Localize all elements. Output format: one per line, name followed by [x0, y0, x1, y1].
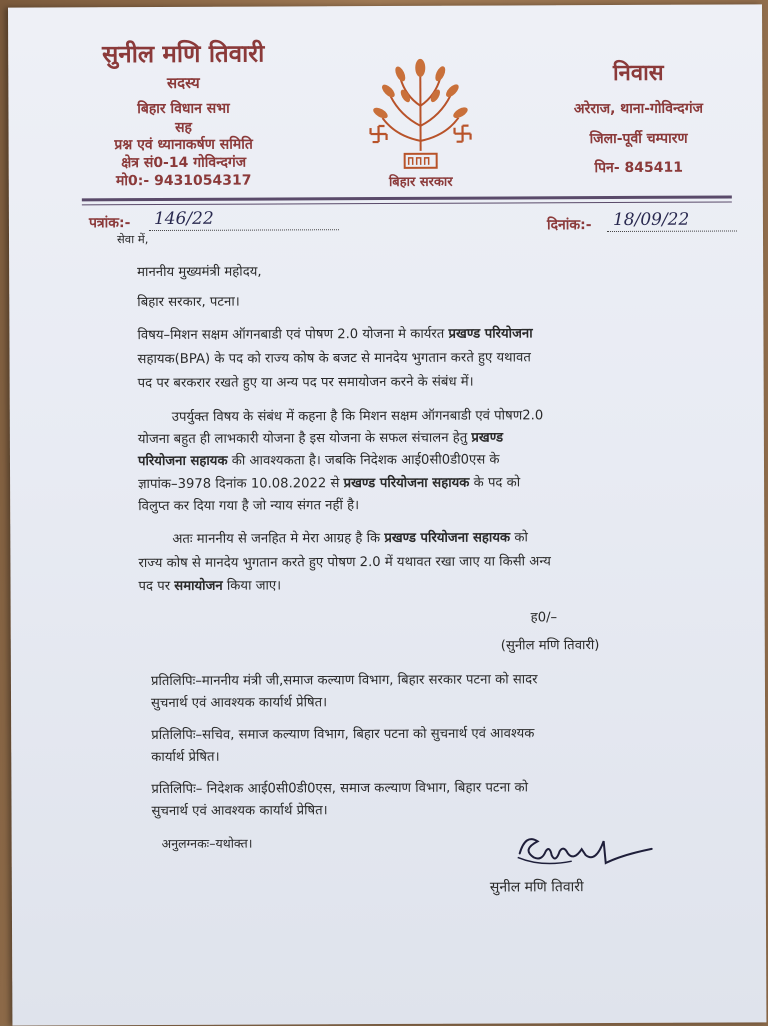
date-dotted-line: [607, 230, 737, 232]
body2-line-1: अतः माननीय से जनहित मे मेरा आग्रह है कि प्रखण्ड परियोजना सहायक को: [172, 530, 528, 547]
subject-line-2: सहायक(BPA) के पद को राज्य कोष के बजट से मानदेय भुगतान करते हुए यथावत: [137, 350, 531, 368]
date-value: 18/09/22: [612, 209, 690, 231]
residence-line-1: अरेराज, थाना-गोविन्दगंज: [573, 100, 704, 118]
sender-constituency: क्षेत्र सं0-14 गोविन्दगंज: [121, 154, 247, 172]
copy-1-line-1: प्रतिलिपिः–माननीय मंत्री जी,समाज कल्याण विभाग, बिहार सरकार पटना को सादर: [150, 672, 538, 690]
sender-line-saha: सह: [175, 119, 193, 136]
subject-line-3: पद पर बरकरार रखते हुए या अन्य पद पर समायोजन करने के संबंध में।: [137, 374, 474, 392]
residence-pin: पिन- 845411: [594, 159, 683, 177]
residence-title: निवास: [612, 60, 664, 87]
enclosure-line: अनुलग्नकः–यथोक्त।: [161, 835, 253, 851]
sender-name: सुनील मणि तिवारी: [102, 38, 265, 69]
sender-name-paren: (सुनील मणि तिवारी): [500, 638, 600, 654]
subject-line-1: विषय–मिशन सक्षम ऑगनबाडी एवं पोषण 2.0 योजना मे कार्यरत प्रखण्ड परियोजना: [137, 326, 533, 344]
residence-line-2: जिला-पूर्वी चम्पारण: [589, 130, 688, 148]
signature-name: सुनील मणि तिवारी: [489, 879, 584, 896]
govt-line: बिहार सरकार, पटना।: [137, 294, 240, 311]
sender-mobile: मो0:- 9431054317: [116, 172, 252, 190]
header-rule-thick: [82, 195, 732, 201]
patrank-value: 146/22: [153, 208, 214, 230]
body1-line-1: उपर्युक्त विषय के संबंध में कहना है कि मिशन सक्षम ऑगनबाडी एवं पोषण2.0: [171, 408, 544, 425]
body2-line-3: पद पर समायोजन किया जाए।: [138, 578, 282, 595]
copy-2-line-1: प्रतिलिपिः–सचिव, समाज कल्याण विभाग, बिहार पटना को सुचनार्थ एवं आवश्यक: [151, 726, 535, 744]
sender-line-assembly: बिहार विधान सभा: [137, 100, 230, 118]
patrank-dotted-line: [149, 229, 339, 231]
body1-line-3: परियोजना सहायक की आवश्यकता है। जबकि निदेशक आई0सी0डी0एस के: [137, 452, 500, 470]
date-label: दिनांक:-: [546, 217, 592, 234]
body1-line-5: विलुप्त कर दिया गया है जो न्याय संगत नहीं है।: [138, 498, 360, 515]
copy-1-line-2: सुचनार्थ एवं आवश्यक कार्यार्थ प्रेषित।: [151, 695, 328, 712]
header-rule-thin: [82, 201, 732, 205]
emblem-caption: बिहार सरकार: [388, 174, 453, 190]
body2-line-2: राज्य कोष से मानदेय भुगतान करते हुए पोषण 2.0 में यथावत रखा जाए या किसी अन्य: [138, 554, 551, 572]
body1-line-2: योजना बहुत ही लाभकारी योजना है इस योजना के सफल संचालन हेतु प्रखण्ड: [137, 430, 504, 448]
body1-line-4: ज्ञापांक–3978 दिनांक 10.08.2022 से प्रखण्ड परियोजना सहायक के पद को: [138, 475, 521, 493]
handwritten-signature-icon: [512, 827, 662, 878]
addressee-line: माननीय मुख्यमंत्री महोदय,: [137, 264, 262, 281]
patrank-label: पत्रांक:-: [88, 215, 131, 232]
ha-mark: ह0/–: [530, 610, 558, 626]
copy-3-line-1: प्रतिलिपिः– निदेशक आई0सी0डी0एस, समाज कल्याण विभाग, बिहार पटना को: [151, 780, 529, 798]
copy-3-line-2: सुचनार्थ एवं आवश्यक कार्यार्थ प्रेषित।: [151, 803, 328, 820]
sender-designation: सदस्य: [166, 73, 200, 92]
sender-line-committee: प्रश्न एवं ध्यानाकर्षण समिति: [114, 136, 253, 154]
to-line: सेवा में,: [116, 232, 149, 247]
letter-page: [8, 4, 766, 1025]
copy-2-line-2: कार्यार्थ प्रेषित।: [151, 749, 220, 766]
